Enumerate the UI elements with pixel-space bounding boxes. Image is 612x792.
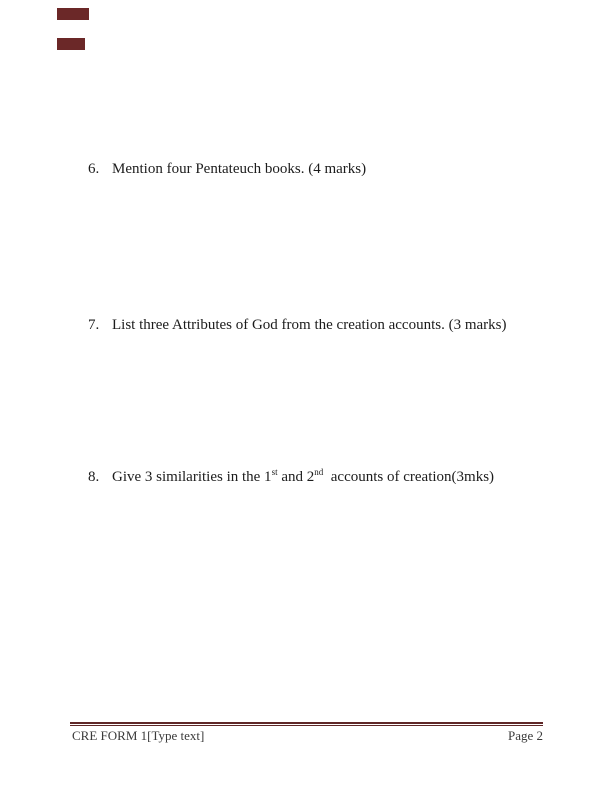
question-item-8 <box>88 469 494 485</box>
superscript-ordinal-nd: nd <box>314 467 324 477</box>
footer-divider <box>70 722 543 726</box>
corner-artifact-mark-top <box>57 8 89 20</box>
question-item-7 <box>88 317 506 333</box>
page-number: Page 2 <box>507 728 543 743</box>
superscript-ordinal-st: st <box>271 467 278 477</box>
question-number: 6. <box>88 161 100 177</box>
question-text: List three Attributes of God from the creation accounts. (3 marks) <box>112 317 507 333</box>
question-number: 8. <box>88 469 100 485</box>
question-number: 7. <box>88 317 100 333</box>
page-footer <box>72 729 543 743</box>
text-run: Give 3 similarities in the 1 <box>112 469 272 485</box>
corner-artifact-mark-bottom <box>57 38 85 50</box>
footer-document-title: CRE FORM 1[Type text] <box>72 728 205 743</box>
question-item-6 <box>88 161 366 177</box>
text-run: accounts of creation(3mks) <box>323 469 495 485</box>
footer-divider-thin-line <box>70 725 543 726</box>
question-text: Mention four Pentateuch books. (4 marks) <box>112 161 367 177</box>
question-text <box>112 469 494 485</box>
text-run: and 2 <box>277 469 315 485</box>
